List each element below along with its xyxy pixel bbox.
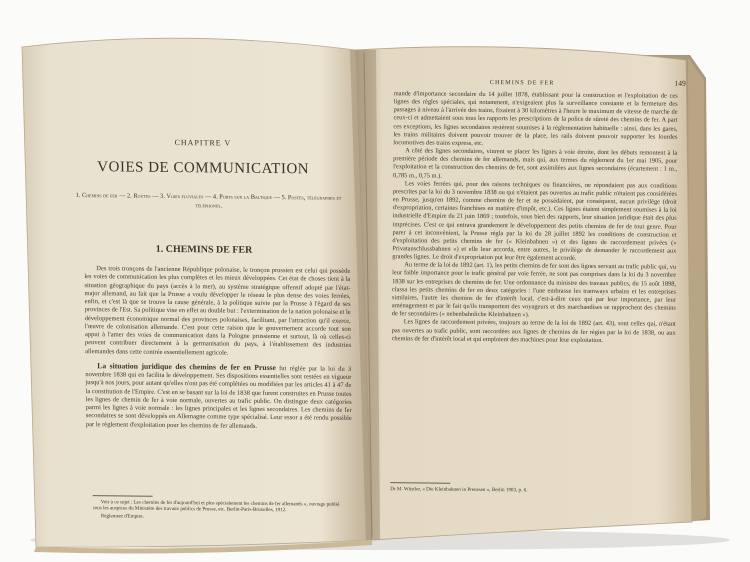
right-paragraph-4: Au terme de la loi de 1892 (art. 1), les petits chemins de fer sont des lignes servant au trafic public qui, vu leur faible importance pour le trafic général par voie ferrée, ne sont pas comprises dans la loi du 3 novembre 1838 sur les entreprises de chemins de fer. Une ordonnance du ministre des travaux publics, du 15 août 1898, classa les petits chemins de fer en deux catégories : l'une embrasse les tramways urbains et les entreprises similaires, l'autre les chemins de fer d'intérêt local, c'est-à-dire ceux qui par leur importance, par leur aménagement et par le fait qu'ils transportent des voyageurs et des marchandises se rapprochent des chemins de fer secondaires (« nebenbahnliche Kleinbahnen »). xyxy=(391,261,677,319)
left-paragraph-2 xyxy=(85,362,352,432)
right-paragraph-3: Les voies ferrées qui, pour des raisons techniques ou financières, ne répondaient pas aux conditions prescrites par la loi du 3 novembre 1838 ou qui n'étaient pas ouvertes au trafic public n'étaient pas considérées en Prusse, jusqu'en 1892, comme chemins de fer et ne possédaient, par conséquent, aucun privilège (droit d'expropriation, certaines franchises en matière d'impôt, etc.). Ces lignes étaient simplement soumises à la loi industrielle d'Empire du 21 juin 1869 ; toutefois, sous bien des rapports, leur situation juridique était des plus imprécises. C'est ce qui entrava grandement le développement des petits chemins de fer de tout genre. Pour parer à cet inconvénient, la Prusse régla par la loi du 28 juillet 1892 les conditions de construction et d'exploitation des petits chemins de fer (« Kleinbahnen ») et des lignes de raccordement privées (« Privatanschlussbahnen ») et elle leur accorda, entre autres, le privilège de demander le raccordement aux grandes lignes. Le droit d'expropriation put leur être également accordé. xyxy=(392,180,677,262)
left-footnotes xyxy=(93,499,349,523)
left-page xyxy=(38,55,371,535)
right-page xyxy=(368,62,690,531)
left-footnote-2: Règlement d'Empire. xyxy=(100,513,144,520)
right-body-text xyxy=(392,90,678,345)
chapter-title: VOIES DE COMMUNICATION xyxy=(97,159,310,178)
left-paragraph-2-lead: La situation juridique des chemins de fer en Prusse xyxy=(97,360,276,372)
right-paragraph-1: mande d'importance secondaire du 14 juillet 1878, établissant pour la construction et l'exploitation de ces lignes des règles spéciales, qui notamment, n'exigeaient plus la surveillance constante et la fermeture des passages à niveau à l'arrivée des trains, fixaient à 30 kilomètres à l'heure le maximum de vitesse de marche de ceux-ci et admettaient sous tous les rapports les prescriptions de la police de sûreté des chemins de fer. A part ces exceptions, les lignes secondaires restèrent soumises à la réglementation habituelle : ainsi, dans les gares, les trains militaires doivent pouvoir trouver de la place, les rails doivent pouvoir supporter les lourdes locomotives des trains express, etc. xyxy=(393,90,678,147)
right-footnote-1: Dr M. Wüstler, « Die Kleinbahnen in Preussen », Berlin 1903, p. 6. xyxy=(390,486,528,494)
left-paragraph-2-body: fut réglée par la loi du 3 novembre 1838 qui en facilita le développement. Ses dispositions essentielles sont restées en vigueur jusqu'à nos jours, pour autant qu'elles n'ont pas été complétées ou modifiées par les articles 41 à 47 de la constitution de l'Empire. C'est en se basant sur la loi de 1838 que furent construites en Prusse toutes les lignes de chemin de fer à voie normale, ouvertes au trafic public. On distingue deux catégories parmi les lignes à voie normale : les lignes principales et les lignes secondaires. Les chemins de fer secondaires se sont développés en Allemagne comme type spécialisé. Leur essor a été rendu possible par le règlement d'exploitation pour les chemins de fer allemands. xyxy=(85,364,352,430)
left-footnote-1: Voir à ce sujet : Les chemins de fer d'aujourd'hui et plus spécialement les chemins de fer allemands », ouvrage publié sous les auspices du Ministère des travaux publics de Prusse, etc. Berlin-Paris-Bruxelles, 1912. xyxy=(92,499,340,514)
section-heading: 1. CHEMINS DE FER xyxy=(155,243,253,256)
right-paragraph-2: A côté des lignes secondaires, vinrent se placer les lignes à voie étroite, dont les débuts remontent à la première période des chemins de fer allemands, mais qui, aux termes du règlement du 1er mai 1905, pour l'exploitation et la construction des chemins de fer, sont assimilées aux lignes secondaires (écartement : 1 m., 0,785 m., 0,75 m.). xyxy=(392,147,678,180)
left-paragraph-1: Des trois tronçons de l'ancienne République polonaise, le tronçon prussien est celui qui possède les voies de communication les plus complètes et les mieux développées. Cet état de choses tient à la situation géographique du pays (accès à la mer), au système stratégique offensif adopté par l'état-major allemand, au fait que la Prusse a voulu développer le réseau le plus dense des voies ferrées, enfin, et c'est là que se trouve la cause générale, à la politique suivie par la Prusse à l'égard de ses provinces de l'Est. Sa politique vise en effet au double but : l'extermination de la nation polonaise et le développement économique normal des provinces polonaises, facilitant, par l'attraction qu'il exerce, l'œuvre de colonisation allemande. C'est pour cette raison que le gouvernement accorde tout son appui à l'amer des voies de communication dans la Pologne prussienne et surtout, là où celles-ci peuvent contribuer directement à la germanisation du pays, à l'établissement des industries allemandes dans cette contrée essentiellement agricole. xyxy=(84,265,352,357)
page-number: 149 xyxy=(674,78,686,88)
chapter-contents: 1. Chemins de fer — 2. Routes — 3. Voies fluviales — 4. Ports sur la Baltique — 5. Postes, télégraphes et téléphones. xyxy=(75,191,342,210)
chapter-label: CHAPITRE V xyxy=(174,137,232,148)
running-head-text: CHEMINS DE FER xyxy=(489,79,555,87)
left-body-text xyxy=(84,265,352,432)
footnote-rule xyxy=(93,495,153,496)
footnote-rule-right xyxy=(390,482,450,483)
right-paragraph-5: Les lignes de raccordement privées, toujours au terme de la loi de 1892 (art. 43), sont celles qui, n'étant pas ouvertes au trafic public, sont raccordées aux lignes de chemins de fer régies par la loi de 1838, ou aux chemins de fer d'intérêt local et qui emploient des machines pour leur exploitation. xyxy=(391,318,676,344)
